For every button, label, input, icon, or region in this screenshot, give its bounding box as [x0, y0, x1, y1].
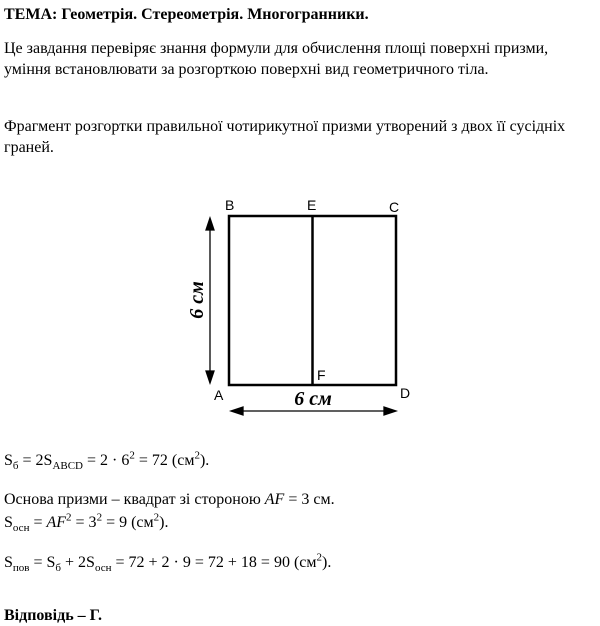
horizontal-arrow-left	[231, 407, 243, 415]
formula-total-area: $S_{пов} = S_б + 2S_{осн} = 72 + 2 \cdot 9 = 72 + 18 = 90$ $(см^2)$.	[4, 551, 332, 575]
label-f: F	[317, 367, 326, 383]
formula-lateral-area: $S_б = 2S_{ABCD} = 2 \cdot 6^2 = 72$ $(см^2)$.	[4, 449, 210, 473]
vertical-dimension-label: 6 см	[186, 281, 208, 319]
vertical-arrow-top	[206, 218, 214, 230]
label-a: A	[214, 387, 224, 403]
horizontal-dimension-label: 6 см	[294, 388, 332, 410]
label-e: E	[307, 197, 317, 213]
vertical-arrow-bottom	[206, 371, 214, 383]
answer: Відповідь – Г.	[4, 607, 103, 624]
problem-paragraph: Фрагмент розгортки правильної чотирикутної призми утворений з двох її сусідніх граней.	[4, 118, 566, 156]
formula-base-area: $S_{осн} = AF^2 = 3^2 = 9$ $(см^2)$.	[4, 511, 169, 535]
label-c: C	[389, 199, 400, 215]
label-b: B	[225, 197, 235, 213]
formula-base-description: Основа призми – квадрат зі стороною AF = 3 см.	[4, 491, 335, 508]
horizontal-arrow-right	[384, 407, 396, 415]
label-d: D	[400, 385, 411, 401]
intro-paragraph: Це завдання перевіряє знання формули для обчислення площі поверхні призми, уміння встановлювати за розгорткою поверхні вид геометричного тіла.	[4, 40, 549, 78]
page-title: ТЕМА: Геометрія. Стереометрія. Многогранники.	[4, 6, 369, 23]
